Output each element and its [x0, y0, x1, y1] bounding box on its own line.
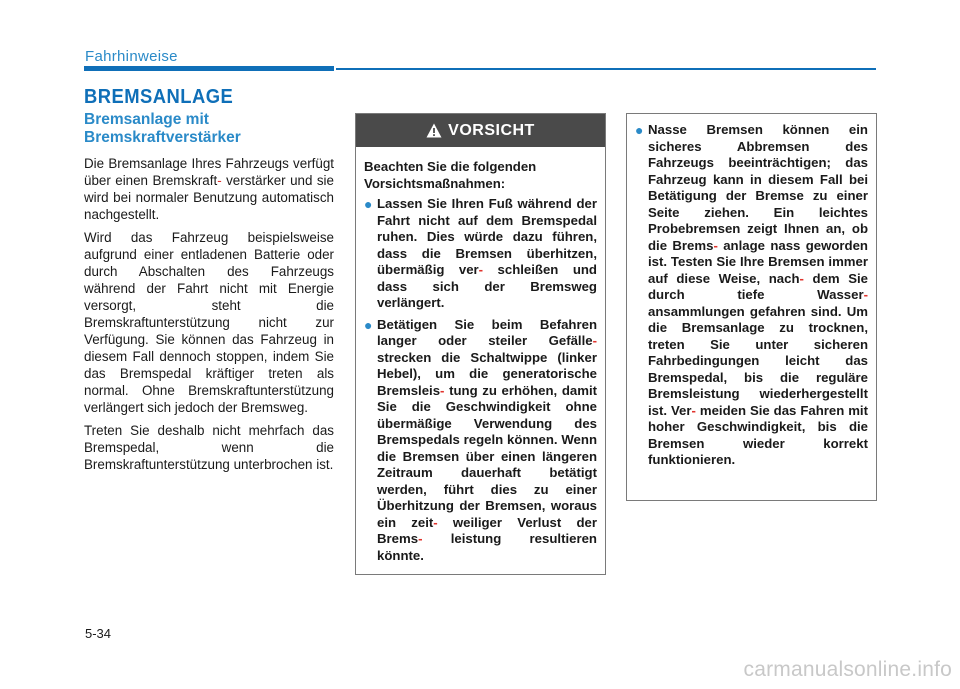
warning-header-label: VORSICHT: [448, 121, 535, 139]
hyphen-mark: -: [713, 237, 718, 253]
item-text: Nasse Bremsen können ein sicheres Abbremsen des Fahrzeugs beeinträchtigen; das Fahrzeug kann in diesem Fall bei Betätigung der Bremse zu einer Seite ziehen. Ein leichtes Probebremsen zeigt Ihnen an, ob die Brems: [648, 122, 868, 253]
hyphen-mark: -: [592, 333, 597, 348]
section-label: Fahrhinweise: [85, 48, 178, 65]
bullet-dot-icon: ●: [635, 122, 644, 138]
bullet-dot-icon: ●: [364, 196, 373, 212]
hyphen-mark: -: [433, 514, 438, 530]
hyphen-mark: -: [440, 382, 445, 398]
paragraph-1-text: Die Bremsanlage Ihres Fahrzeugs verfügt über einen Bremskraft: [84, 156, 334, 188]
hyphen-mark: -: [799, 270, 804, 286]
item-text-cont: ansammlungen gefahren sind. Um die Bremsanlage zu trocknen, treten Sie unter sicheren Fahrbedingungen leicht das Bremspedal, bis die reguläre Bremsleistung wiederhergestellt ist. Ver: [648, 303, 868, 418]
hyphen-mark: -: [478, 262, 484, 277]
item-text-cont: strecken die Schaltwippe (linker Hebel), um die generatorische Bremsleis: [377, 349, 597, 398]
page-number: 5-34: [85, 626, 112, 641]
warning-box-continued: [626, 113, 877, 501]
column-left: [84, 111, 334, 479]
warning-box: [355, 113, 606, 575]
paragraph-3: Treten Sie deshalb nicht mehrfach das Bremspedal, wenn die Bremskraftunterstützung unterbrochen ist.: [84, 423, 334, 472]
warning-triangle-icon: [426, 123, 442, 138]
warning-list-continued: [635, 122, 868, 469]
item-text-cont: leistung resultieren könnte.: [377, 531, 597, 563]
main-title: BREMSANLAGE: [84, 86, 234, 108]
header-rule-thin: [336, 68, 876, 70]
hyphen-mark: -: [418, 531, 423, 546]
item-text-cont: schleißen und dass sich der Bremsweg verlängert.: [377, 262, 597, 310]
list-item: [635, 122, 868, 469]
list-item: [364, 196, 597, 312]
item-text-cont: anlage nass geworden ist. Testen Sie Ihre Bremsen immer auf diese Weise, nach: [648, 237, 868, 286]
item-text-cont: tung zu erhöhen, damit Sie die Geschwindigkeit ohne übermäßige Verwendung des Bremspedals regeln können. Wenn die Bremsen über einen längeren Zeitraum dauerhaft betätigt werden, führt dies zu einer Überhitzung der Bremsen, woraus ein zeit: [377, 382, 597, 530]
warning-list: [364, 196, 597, 564]
item-text-cont: meiden Sie das Fahren mit hoher Geschwindigkeit, bis die Bremsen wieder korrekt funktionieren.: [648, 402, 868, 467]
bullet-dot-icon: ●: [364, 316, 373, 333]
watermark: carmanualsonline.info: [743, 658, 952, 681]
header-rule-thick: [84, 66, 334, 71]
item-text: Lassen Sie Ihren Fuß während der Fahrt nicht auf dem Bremspedal ruhen. Dies würde dazu führen, dass die Bremsen überhitzen, übermäßig ver: [377, 196, 597, 277]
item-text-cont: dem Sie durch tiefe Wasser: [648, 270, 868, 302]
subheading: Bremsanlage mit Bremskraftverstärker: [84, 111, 241, 146]
paragraph-2: Wird das Fahrzeug beispielsweise aufgrund einer entladenen Batterie oder durch Abschalten des Fahrzeugs während der Fahrt nicht mit Energie versorgt, steht die Bremskraftunterstützung nicht zur Verfügung. Sie können das Fahrzeug in diesem Fall dennoch stoppen, indem Sie das Bremspedal kräftiger treten als normal. Ohne Bremskraftunterstützung verlängert sich jedoch der Bremsweg.: [84, 230, 334, 415]
item-text: Betätigen Sie beim Befahren langer oder steiler Gefälle: [377, 316, 597, 348]
warning-intro: Beachten Sie die folgenden Vorsichtsmaßnahmen:: [364, 159, 537, 191]
paragraph-1: [84, 155, 334, 223]
warning-body: [356, 147, 605, 564]
paragraph-1-text-cont: verstärker und sie wird bei normaler Benutzung automatisch nachgestellt.: [84, 173, 334, 222]
hyphen-mark: -: [863, 287, 868, 302]
warning-header: [356, 114, 605, 147]
hyphen-mark: -: [217, 173, 222, 188]
item-text-cont: weiliger Verlust der Brems: [377, 514, 597, 546]
list-item: [364, 317, 597, 565]
hyphen-mark: -: [691, 402, 696, 418]
